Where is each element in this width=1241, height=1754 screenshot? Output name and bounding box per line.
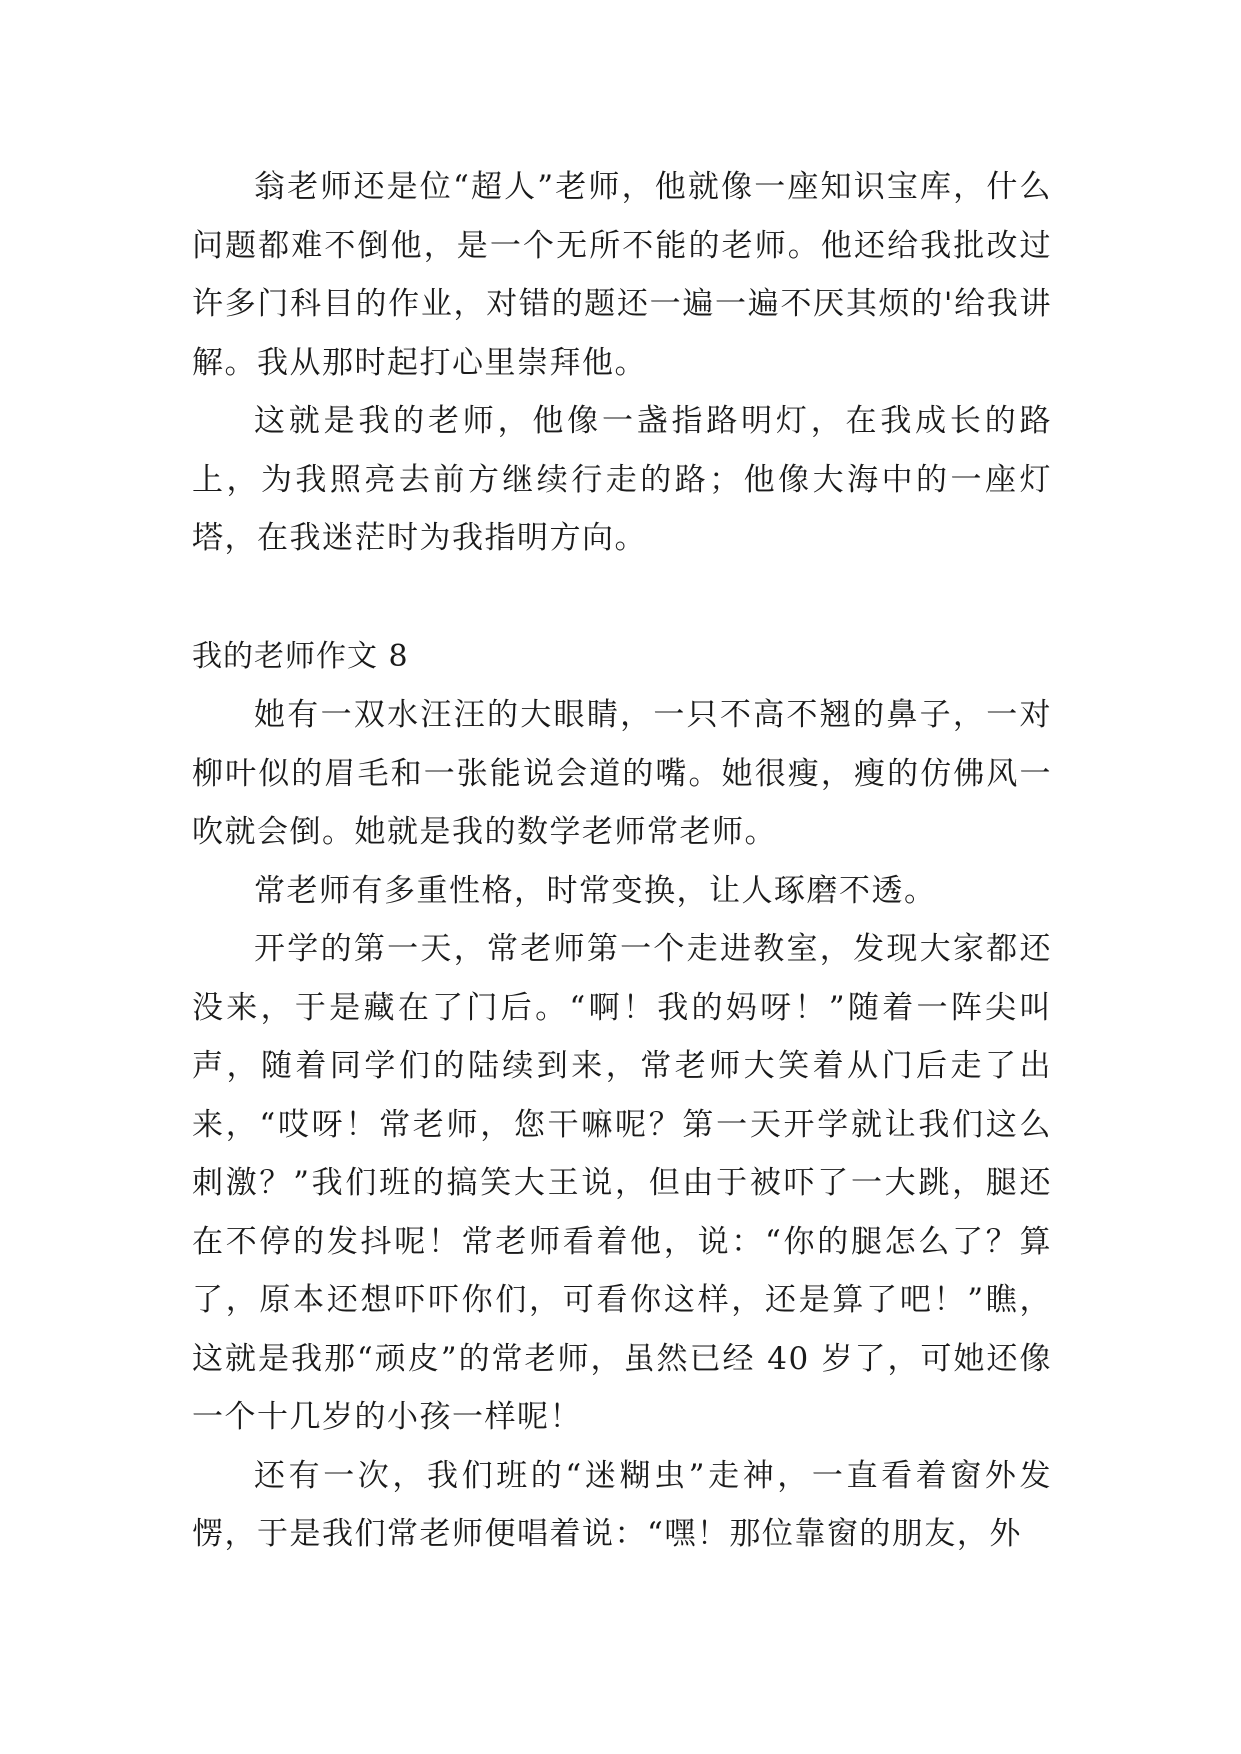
paragraph: 常老师有多重性格，时常变换，让人琢磨不透。 <box>254 872 937 909</box>
paragraph: 她有一双水汪汪的大眼睛，一只不高不翘的鼻子，一对柳叶似的眉毛和一张能说会道的嘴。她很瘦，瘦的仿佛风一吹就会倒。她就是我的数学老师常老师。 <box>192 697 1052 850</box>
paragraph: 翁老师还是位“超人”老师，他就像一座知识宝库，什么问题都难不倒他，是一个无所不能的老师。他还给我批改过许多门科目的作业，对错的题还一遍一遍不厌其烦的'给我讲解。我从那时起打心里崇拜他。 <box>192 169 1052 381</box>
paragraph: 开学的第一天，常老师第一个走进教室，发现大家都还没来，于是藏在了门后。“啊！我的妈呀！”随着一阵尖叫声，随着同学们的陆续到来，常老师大笑着从门后走了出来，“哎呀！常老师，您干嘛呢？第一天开学就让我们这么刺激？”我们班的搞笑大王说，但由于被吓了一大跳，腿还在不停的发抖呢！常老师看着他，说：“你的腿怎么了？算了，原本还想吓吓你们，可看你这样，还是算了吧！”瞧，这就是我那“顽皮”的常老师，虽然已经 40 岁了，可她还像一个十几岁的小孩一样呢！ <box>192 931 1052 1435</box>
document-body <box>192 158 1052 1564</box>
paragraph: 这就是我的老师，他像一盏指路明灯，在我成长的路上，为我照亮去前方继续行走的路；他像大海中的一座灯塔，在我迷茫时为我指明方向。 <box>192 403 1052 556</box>
essay-title: 我的老师作文 8 <box>192 638 409 674</box>
paragraph: 还有一次，我们班的“迷糊虫”走神，一直看着窗外发愣，于是我们常老师便唱着说：“嘿！那位靠窗的朋友，外 <box>192 1457 1052 1552</box>
